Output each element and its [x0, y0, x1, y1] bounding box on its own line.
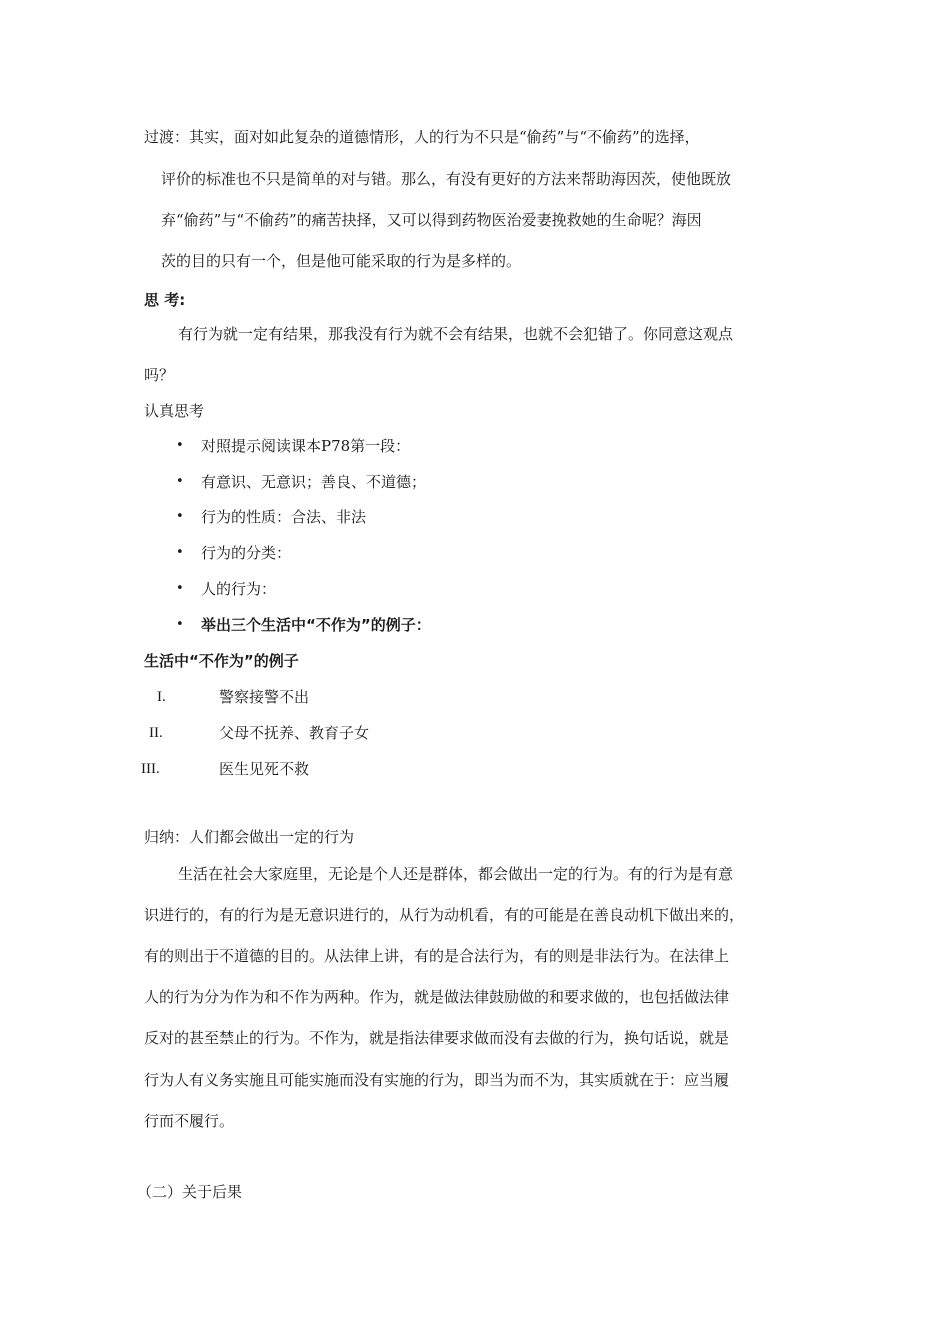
- think-line-1: 有行为就一定有结果，那我没有行为就不会有结果，也就不会犯错了。你同意这观点: [178, 325, 734, 343]
- summary-line-3: 有的则出于不道德的目的。从法律上讲，有的是合法行为，有的则是非法行为。在法律上: [144, 947, 730, 965]
- example-number: II.: [149, 725, 163, 741]
- think-heading: 思 考:: [144, 291, 186, 309]
- bullet-item: 行为的分类：: [201, 544, 292, 562]
- example-item: 警察接警不出: [219, 688, 310, 706]
- bullet-dot: •: [176, 438, 184, 453]
- summary-line-6: 行为人有义务实施且可能实施而没有实施的行为，即当为而不为，其实质就在于：应当履: [144, 1071, 730, 1089]
- example-number: I.: [157, 689, 166, 705]
- bullet-item: 行为的性质：合法、非法: [201, 508, 367, 526]
- summary-heading: 归纳：人们都会做出一定的行为: [144, 828, 355, 846]
- bullet-dot: •: [176, 617, 184, 632]
- bullet-item: 对照提示阅读课本P78第一段：: [201, 437, 411, 455]
- bullet-item: 有意识、无意识；善良、不道德；: [201, 473, 427, 491]
- summary-line-7: 行而不履行。: [144, 1112, 235, 1130]
- examples-heading: 生活中“不作为”的例子: [144, 652, 299, 670]
- summary-line-1: 生活在社会大家庭里，无论是个人还是群体，都会做出一定的行为。有的行为是有意: [178, 865, 734, 883]
- example-number: III.: [141, 761, 160, 777]
- summary-line-5: 反对的甚至禁止的行为。不作为，就是指法律要求做而没有去做的行为，换句话说，就是: [144, 1029, 730, 1047]
- bullet-dot: •: [176, 581, 184, 596]
- think-line-2: 吗？: [144, 366, 175, 384]
- careful-think-heading: 认真思考: [144, 402, 205, 420]
- bullet-dot: •: [176, 545, 184, 560]
- bullet-dot: •: [176, 474, 184, 489]
- summary-line-2: 识进行的，有的行为是无意识进行的，从行为动机看，有的可能是在善良动机下做出来的，: [144, 906, 745, 924]
- example-item: 父母不抚养、教育子女: [219, 724, 370, 742]
- transition-line-2: 评价的标准也不只是简单的对与错。那么，有没有更好的方法来帮助海因茨，使他既放: [161, 170, 732, 188]
- transition-line-3: 弃“偷药”与“不偷药”的痛苦抉择，又可以得到药物医治爱妻挽救她的生命呢？海因: [161, 211, 702, 229]
- example-item: 医生见死不救: [219, 760, 310, 778]
- bullet-dot: •: [176, 509, 184, 524]
- bullet-item: 人的行为：: [201, 580, 277, 598]
- summary-line-4: 人的行为分为作为和不作为两种。作为，就是做法律鼓励做的和要求做的，也包括做法律: [144, 988, 730, 1006]
- transition-line-4: 茨的目的只有一个，但是他可能采取的行为是多样的。: [161, 252, 522, 270]
- bullet-item: 举出三个生活中“不作为”的例子：: [201, 616, 431, 634]
- transition-line-1: 过渡：其实，面对如此复杂的道德情形，人的行为不只是“偷药”与“不偷药”的选择，: [144, 128, 700, 146]
- section2-heading: （二）关于后果: [137, 1183, 243, 1201]
